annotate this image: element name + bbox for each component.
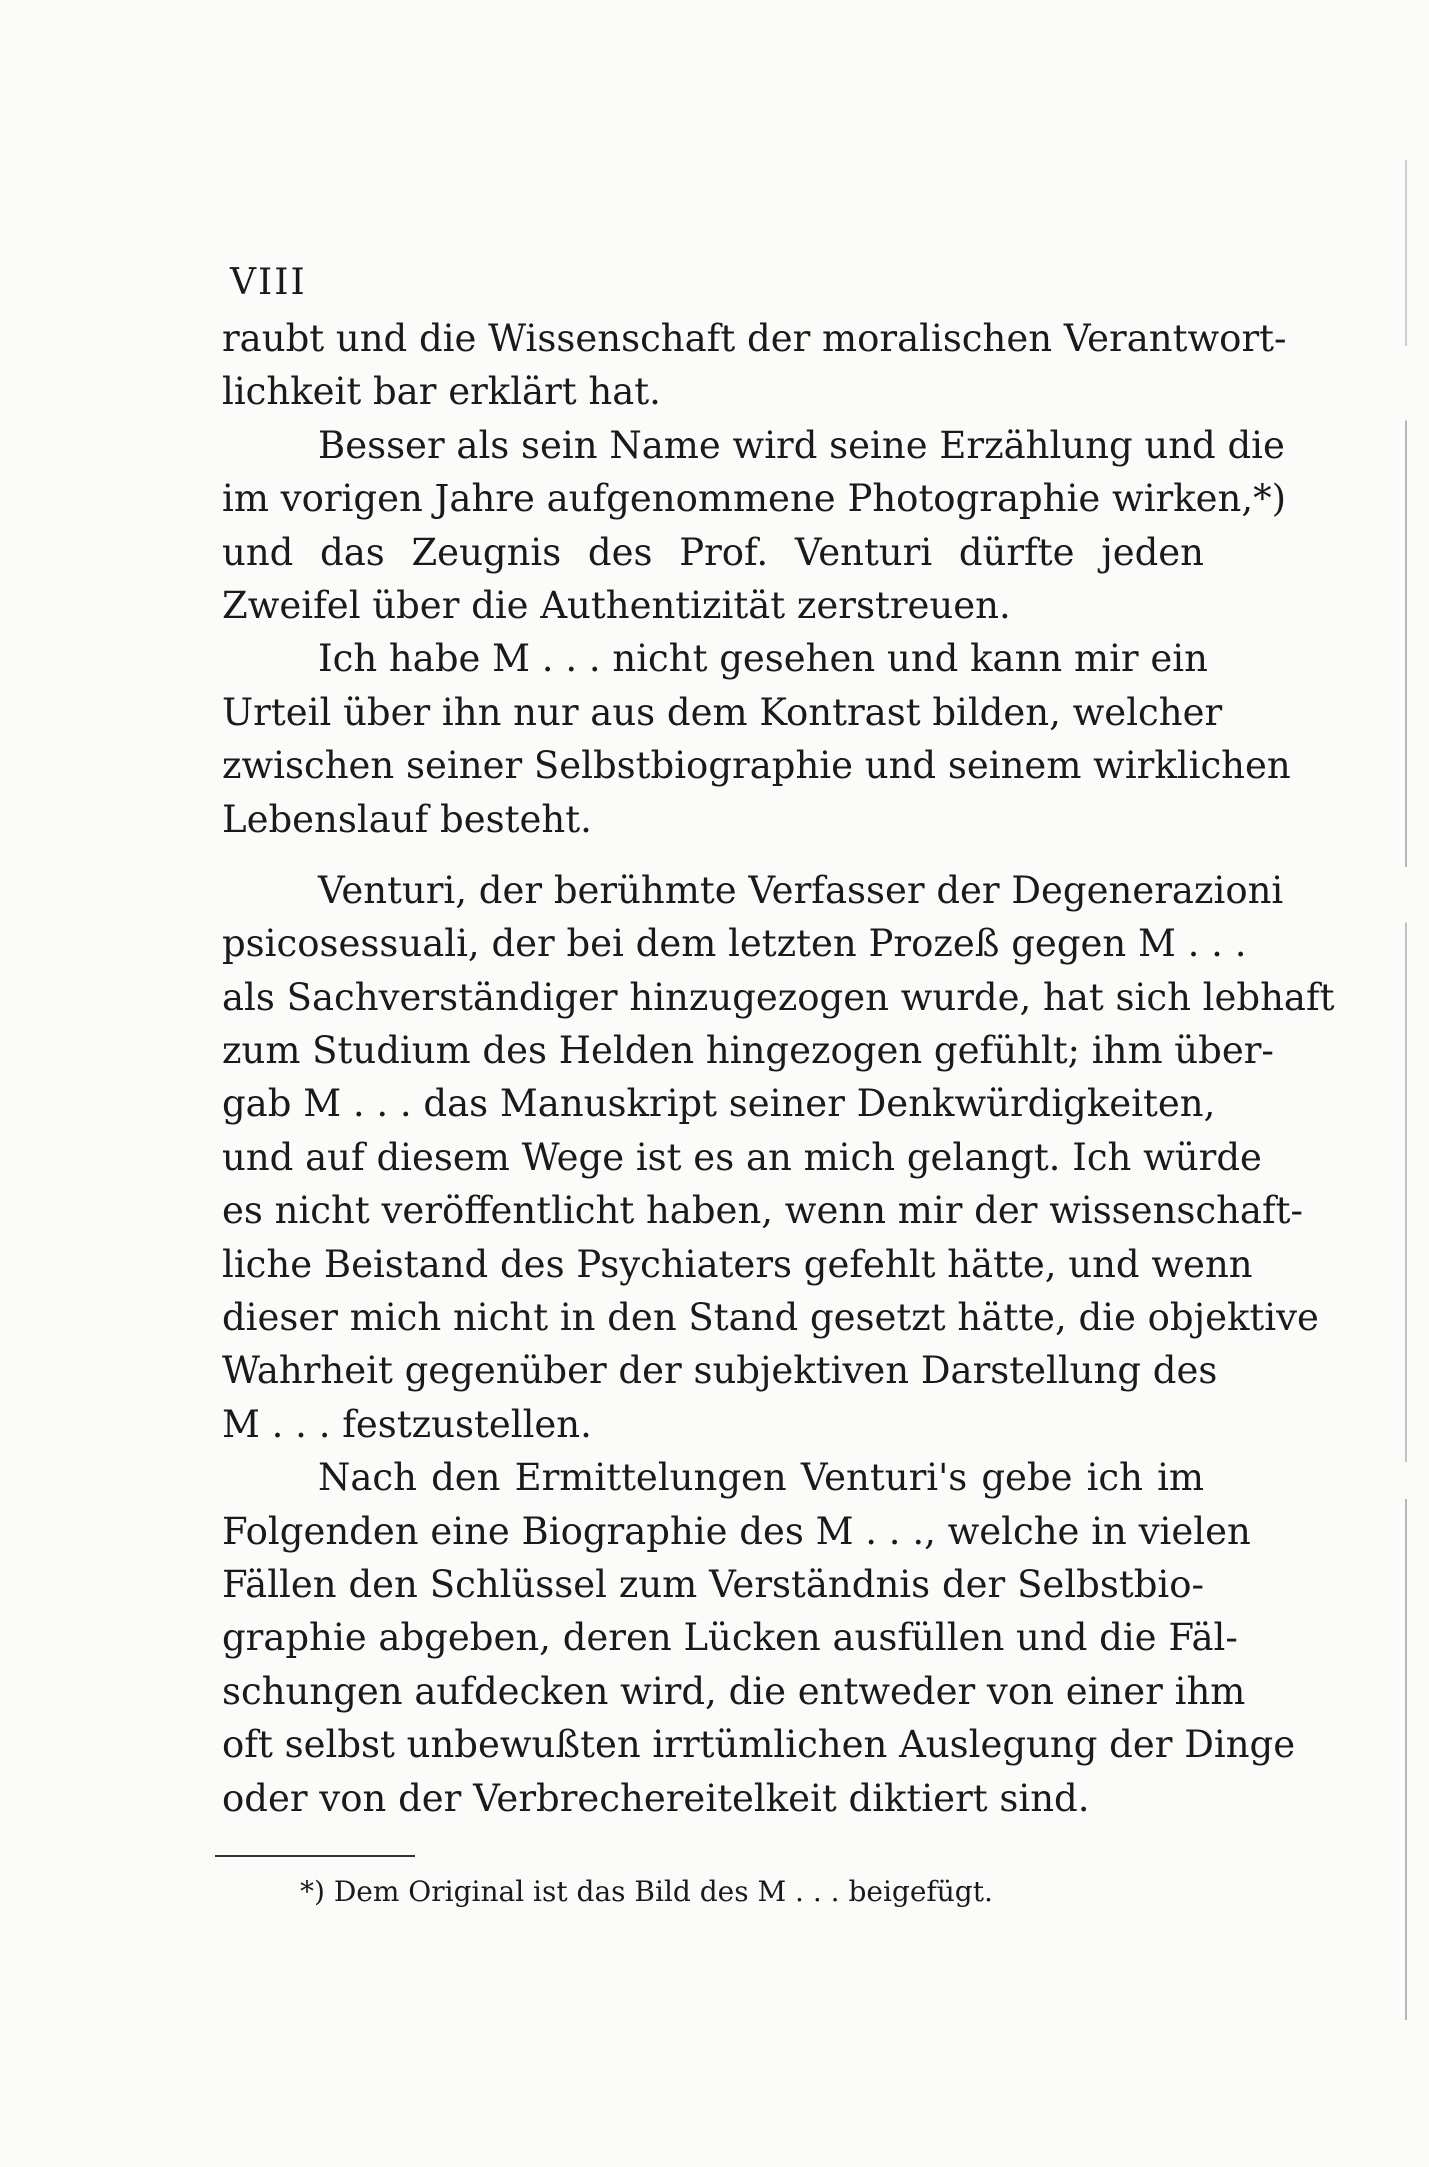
body-text: [222, 312, 1335, 1825]
text-line: psicosessuali, der bei dem letzten Prozeß gegen M . . .: [222, 922, 1247, 966]
text-line: oder von der Verbrechereitelkeit diktiert sind.: [222, 1776, 1090, 1820]
footnote: *) Dem Original ist das Bild des M . . . beigefügt.: [300, 1875, 993, 1908]
paragraph: [222, 632, 1291, 846]
paragraph: [222, 419, 1287, 633]
text-line: Ich habe M . . . nicht gesehen und kann mir ein: [318, 637, 1208, 681]
text-line: oft selbst unbewußten irrtümlichen Auslegung der Dinge: [222, 1723, 1296, 1767]
text-line: Zweifel über die Authentizität zerstreuen.: [222, 583, 1011, 627]
text-line: Lebenslauf besteht.: [222, 797, 592, 841]
text-line: gab M . . . das Manuskript seiner Denkwürdigkeiten,: [222, 1082, 1216, 1126]
text-line: Urteil über ihn nur aus dem Kontrast bilden, welcher: [222, 690, 1223, 734]
text-line: Nach den Ermittelungen Venturi's gebe ich im: [318, 1456, 1204, 1500]
text-line: es nicht veröffentlicht haben, wenn mir der wissenschaft-: [222, 1189, 1304, 1233]
paragraph: [222, 1451, 1296, 1825]
footnote-divider: [215, 1855, 415, 1857]
page-number: VIII: [230, 262, 307, 303]
text-line: Wahrheit gegenüber der subjektiven Darstellung des: [222, 1349, 1218, 1393]
text-line: liche Beistand des Psychiaters gefehlt hätte, und wenn: [222, 1242, 1253, 1286]
text-line: raubt und die Wissenschaft der moralischen Verantwort-: [222, 317, 1287, 360]
text-line: Fällen den Schlüssel zum Verständnis der Selbstbio-: [222, 1562, 1204, 1606]
text-line: dieser mich nicht in den Stand gesetzt hätte, die objektive: [222, 1296, 1319, 1340]
paragraph: [222, 864, 1335, 1451]
text-line: schungen aufdecken wird, die entweder von einer ihm: [222, 1669, 1246, 1713]
text-line: im vorigen Jahre aufgenommene Photographie wirken,*): [222, 477, 1287, 521]
page-edge-scan-artifact: [1405, 160, 1407, 2020]
text-line: lichkeit bar erklärt hat.: [222, 370, 661, 414]
paragraph: [222, 312, 1287, 419]
text-line: Venturi, der berühmte Verfasser der Degenerazioni: [318, 868, 1284, 912]
text-line: und auf diesem Wege ist es an mich gelangt. Ich würde: [222, 1135, 1262, 1179]
text-line: Folgenden eine Biographie des M . . ., welche in vielen: [222, 1509, 1251, 1553]
text-line: Besser als sein Name wird seine Erzählung und die: [318, 423, 1285, 467]
text-line: und das Zeugnis des Prof. Venturi dürfte jeden: [222, 530, 1204, 574]
text-line: M . . . festzustellen.: [222, 1402, 592, 1446]
text-line: als Sachverständiger hinzugezogen wurde, hat sich lebhaft: [222, 975, 1335, 1019]
text-line: zum Studium des Helden hingezogen gefühlt; ihm über-: [222, 1029, 1274, 1073]
text-line: graphie abgeben, deren Lücken ausfüllen und die Fäl-: [222, 1616, 1238, 1660]
text-line: zwischen seiner Selbstbiographie und seinem wirklichen: [222, 744, 1291, 788]
